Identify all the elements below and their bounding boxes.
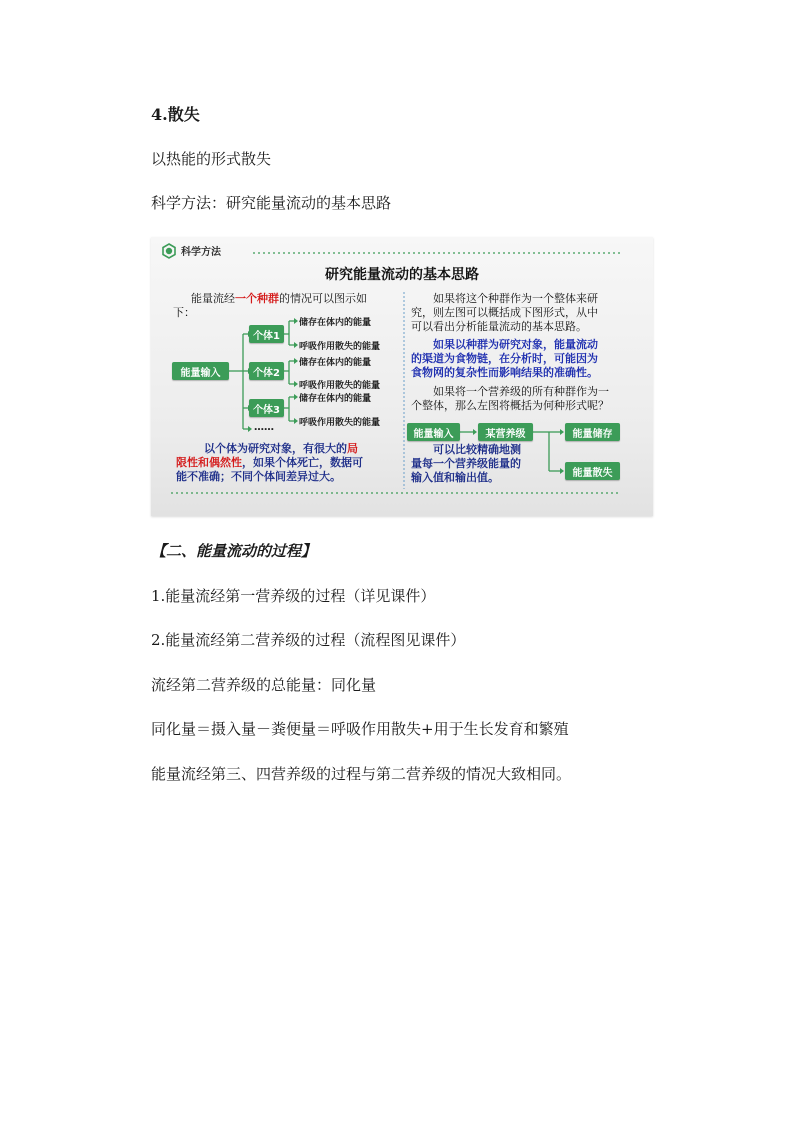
leaf-store-2: 储存在体内的能量 (299, 358, 372, 368)
flow-level-box: 某营养级 (478, 423, 533, 441)
left-conclusion-line-3: 能不准确；不同个体间差异过大。 (176, 470, 341, 483)
flow-loss-box: 能量散失 (565, 462, 620, 480)
method-figure (151, 237, 653, 516)
right-p2-line-2: 的渠道为食物链，在分析时，可能因为 (411, 352, 598, 365)
left-conc-1b: 局 (347, 442, 358, 455)
right-conc-line-2: 量每一个营养级能量的 (411, 457, 521, 470)
leaf-ellipsis: …… (254, 422, 274, 433)
left-conc-2a: 限性和偶然性 (176, 456, 242, 469)
right-p2-line-1: 如果以种群为研究对象，能量流动 (433, 338, 598, 351)
method-badge: 科学方法 (181, 247, 221, 258)
leaf-store-3: 储存在体内的能量 (299, 394, 372, 404)
right-p1-line-3: 可以看出分析能量流动的基本思路。 (411, 320, 587, 333)
leaf-resp-1: 呼吸作用散失的能量 (299, 342, 381, 352)
molecule-icon (163, 244, 175, 258)
total-energy-statement: 流经第二营养级的总能量：同化量 (151, 676, 377, 694)
assimilation-equation: 同化量＝摄入量－粪便量＝呼吸作用散失+用于生长发育和繁殖 (151, 720, 569, 738)
right-conc-line-3: 输入值和输出值。 (411, 471, 499, 484)
leaf-resp-2: 呼吸作用散失的能量 (299, 381, 381, 391)
leaf-store-1: 储存在体内的能量 (299, 318, 372, 328)
paragraph-science-method: 科学方法：研究能量流动的基本思路 (151, 194, 392, 212)
left-intro-highlight: 一个种群 (235, 292, 279, 305)
third-fourth-level-statement: 能量流经第三、四营养级的过程与第二营养级的情况大致相同。 (151, 765, 572, 783)
left-conc-1a: 以个体为研究对象，有很大的 (204, 442, 347, 455)
right-conc-line-1: 可以比较精确地测 (433, 443, 521, 456)
energy-input-box: 能量输入 (172, 362, 229, 380)
left-intro-line-1 (191, 292, 367, 306)
left-conclusion-line-2 (176, 456, 363, 470)
individual-1-box: 个体1 (249, 325, 284, 343)
figure-title: 研究能量流动的基本思路 (325, 267, 479, 283)
leaf-resp-3: 呼吸作用散失的能量 (299, 418, 381, 428)
left-conclusion-line-1 (204, 442, 358, 456)
left-intro-line-2: 下： (173, 306, 195, 319)
left-intro-text-a: 能量流经 (191, 292, 235, 305)
individual-3-box: 个体3 (249, 399, 284, 417)
item-second-trophic-level: 2.能量流经第二营养级的过程（流程图见课件） (151, 631, 466, 649)
flow-store-box: 能量储存 (565, 423, 620, 441)
flow-input-box: 能量输入 (407, 423, 460, 441)
right-p1-line-2: 究，则左图可以概括成下图形式，从中 (411, 306, 598, 319)
left-conc-2b: ，如果个体死亡，数据可 (242, 456, 363, 469)
section-heading-energy-flow: 【二、能量流动的过程】 (151, 542, 317, 560)
paragraph-heat-dissipation: 以热能的形式散失 (151, 150, 272, 168)
right-p2-line-3: 食物网的复杂性而影响结果的准确性。 (411, 366, 598, 379)
left-intro-text-b: 的情况可以图示如 (279, 292, 367, 305)
section-heading-dissipation: 4.散失 (151, 105, 200, 124)
right-p3-line-1: 如果将一个营养级的所有种群作为一 (433, 385, 609, 398)
right-p3-line-2: 个整体，那么左图将概括为何种形式呢？ (411, 399, 609, 412)
item-first-trophic-level: 1.能量流经第一营养级的过程（详见课件） (151, 587, 436, 605)
right-p1-line-1: 如果将这个种群作为一个整体来研 (433, 292, 598, 305)
individual-2-box: 个体2 (249, 362, 284, 380)
